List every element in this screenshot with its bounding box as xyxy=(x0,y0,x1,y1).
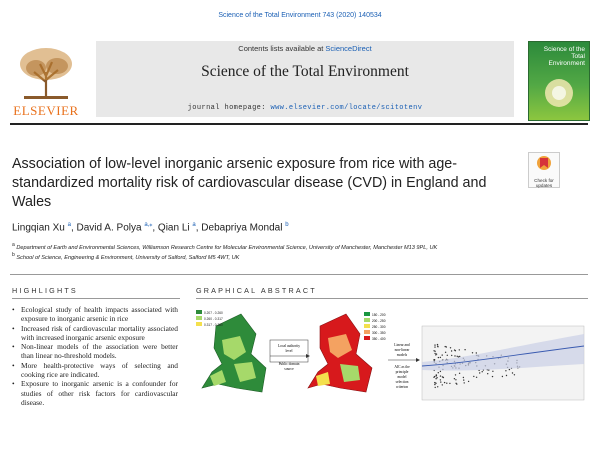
box-label: level xyxy=(285,349,293,353)
contents-prefix: Contents lists available at xyxy=(238,44,326,53)
scatter-point xyxy=(492,376,493,377)
scatter-point xyxy=(447,355,448,356)
journal-title: Science of the Total Environment xyxy=(201,63,409,80)
scatter-point xyxy=(476,352,477,353)
highlight-item: • Non-linear models of the association were better than linear no-threshold models. xyxy=(12,342,178,361)
scatter-point xyxy=(454,355,455,356)
box-label: criterion xyxy=(395,385,409,389)
legend-label: 0.260 - 0.317 xyxy=(204,317,223,321)
scatter-point xyxy=(442,376,443,377)
scatter-point xyxy=(451,350,452,351)
contents-line xyxy=(96,44,514,53)
scatter-point xyxy=(455,374,456,375)
author-name[interactable]: Qian Li xyxy=(157,222,190,234)
box-label: Local authority xyxy=(277,344,301,348)
affiliation xyxy=(12,252,239,261)
publisher-name[interactable]: ELSEVIER xyxy=(13,103,79,118)
highlights-list xyxy=(12,305,178,407)
homepage-link[interactable]: www.elsevier.com/locate/scitotenv xyxy=(270,104,423,112)
scatter-point xyxy=(446,346,447,347)
scatter-point xyxy=(456,383,457,384)
journal-cover[interactable] xyxy=(528,41,590,121)
scatter-point xyxy=(502,376,503,377)
scatter-point xyxy=(454,378,455,379)
scatter-point xyxy=(451,355,452,356)
legend-label: 150 - 200 xyxy=(372,313,386,317)
scatter-point xyxy=(463,377,464,378)
journal-citation[interactable]: Science of the Total Environment 743 (2020) 140534 xyxy=(218,12,382,19)
legend-label: 0.317 - 0.380 xyxy=(204,323,223,327)
affiliation-text: Department of Earth and Environmental Sciences, Williamson Research Centre for Molecular Environmental Science, University of Manchester, Manchester M13 9PL, UK xyxy=(16,244,438,251)
box-label: non-linear xyxy=(394,348,410,352)
scatter-point xyxy=(436,374,437,375)
affiliation xyxy=(12,242,437,251)
affiliation-text: School of Science, Engineering & Environment, University of Salford, Salford M5 4WT, UK xyxy=(16,254,240,261)
scatter-point xyxy=(464,349,465,350)
author-list: Lingqian Xu $^a$, David A. Polya $^{a,⁎}$, Qian Li $^a$, Debapriya Mondal $^b$ xyxy=(12,222,289,234)
scatter-point xyxy=(437,344,438,345)
scatter-point xyxy=(436,353,437,354)
highlights-rule xyxy=(12,298,180,299)
scatter-point xyxy=(444,382,445,383)
scatter-point xyxy=(440,357,441,358)
author-name[interactable]: Debapriya Mondal xyxy=(201,222,283,234)
box-label: AIC as the xyxy=(394,365,410,369)
mortality-map xyxy=(308,312,386,392)
check-updates-label: Check for updates xyxy=(534,178,554,188)
scatter-point xyxy=(434,384,435,385)
author-name[interactable]: David A. Polya xyxy=(76,222,142,234)
model-plot xyxy=(422,326,584,400)
scatter-point xyxy=(434,376,435,377)
scatter-point xyxy=(442,384,443,385)
bookmark-icon xyxy=(529,153,559,173)
box-label: principle xyxy=(395,370,409,374)
section-divider xyxy=(10,274,588,275)
scatter-point xyxy=(487,373,488,374)
box-label: Public domain xyxy=(278,362,300,366)
check-for-updates-button[interactable] xyxy=(528,152,560,188)
legend-label: 200 - 250 xyxy=(372,319,386,323)
scatter-point xyxy=(434,344,435,345)
scatter-point xyxy=(506,375,507,376)
author-name[interactable]: Lingqian Xu xyxy=(12,222,65,234)
author-sup[interactable]: a,⁎ xyxy=(144,222,153,228)
box-label: Linear and xyxy=(394,343,410,347)
scatter-point xyxy=(464,382,465,383)
scatter-point xyxy=(514,374,515,375)
scatter-point xyxy=(455,379,456,380)
scatter-point xyxy=(436,377,437,378)
scatter-point xyxy=(459,356,460,357)
sciencedirect-link[interactable]: ScienceDirect xyxy=(325,44,372,53)
author-sup[interactable]: a xyxy=(192,222,196,228)
scatter-point xyxy=(459,373,460,374)
scatter-point xyxy=(440,381,441,382)
header-rule xyxy=(10,123,588,125)
scatter-point xyxy=(437,386,438,387)
box-label: models xyxy=(396,353,408,357)
scatter-point xyxy=(445,352,446,353)
legend-label: 300 - 350 xyxy=(372,331,386,335)
scatter-point xyxy=(476,377,477,378)
box-label: model xyxy=(397,375,407,379)
affiliation-sup: b xyxy=(12,252,15,258)
scatter-point xyxy=(440,375,441,376)
homepage-prefix: journal homepage: xyxy=(187,104,271,112)
scatter-point xyxy=(472,352,473,353)
scatter-point xyxy=(492,371,493,372)
highlight-item: • Increased risk of cardiovascular mortality associated with increased inorganic arsenic exposure xyxy=(12,324,178,343)
box-label: source xyxy=(284,367,294,371)
article-title: Association of low-level inorganic arsenic exposure from rice with age-standardized mortality risk of cardiovascular disease (CVD) in England and Wales xyxy=(12,156,487,210)
scatter-point xyxy=(505,370,506,371)
scatter-point xyxy=(435,387,436,388)
exposure-map xyxy=(196,310,266,392)
scatter-point xyxy=(434,346,435,347)
box-label: selection xyxy=(395,380,409,384)
scatter-point xyxy=(457,356,458,357)
scatter-point xyxy=(450,347,451,348)
scatter-point xyxy=(482,371,483,372)
scatter-point xyxy=(473,376,474,377)
scatter-point xyxy=(509,369,510,370)
scatter-point xyxy=(449,383,450,384)
scatter-point xyxy=(463,379,464,380)
highlight-item: • Exposure to inorganic arsenic is a confounder for studies of other risk factors for cardiovascular disease. xyxy=(12,379,178,407)
highlights-heading: HIGHLIGHTS xyxy=(12,286,78,295)
cover-graphic xyxy=(529,67,589,117)
highlight-item: • Ecological study of health impacts associated with exposure to inorganic arsenic in rice xyxy=(12,305,178,324)
scatter-point xyxy=(435,378,436,379)
legend-label: 350 - 400 xyxy=(372,337,386,341)
graphical-abstract-heading: GRAPHICAL ABSTRACT xyxy=(196,286,317,295)
scatter-point xyxy=(459,349,460,350)
scatter-point xyxy=(434,353,435,354)
journal-homepage xyxy=(96,104,514,112)
graphical-abstract-rule xyxy=(196,298,588,299)
scatter-point xyxy=(440,379,441,380)
legend-label: 250 - 300 xyxy=(372,325,386,329)
affiliation-sup: a xyxy=(12,242,15,248)
scatter-point xyxy=(512,372,513,373)
scatter-point xyxy=(468,381,469,382)
scatter-point xyxy=(442,354,443,355)
author-sup[interactable]: b xyxy=(285,222,289,228)
legend-label: 0.207 - 0.260 xyxy=(204,311,223,315)
scatter-point xyxy=(446,383,447,384)
scatter-point xyxy=(438,357,439,358)
cover-title: Science of the Total Environment xyxy=(543,46,585,67)
scatter-point xyxy=(440,371,441,372)
author-sup[interactable]: a xyxy=(67,222,71,228)
graphical-abstract-image[interactable] xyxy=(196,306,588,466)
scatter-point xyxy=(438,372,439,373)
highlight-item: • More health-protective ways of selecting and cooking rice are indicated. xyxy=(12,361,178,380)
scatter-point xyxy=(435,383,436,384)
arrow-connector xyxy=(388,343,420,389)
arrow-connector xyxy=(270,340,310,371)
scatter-point xyxy=(479,372,480,373)
scatter-point xyxy=(454,349,455,350)
scatter-point xyxy=(434,351,435,352)
scatter-point xyxy=(437,346,438,347)
